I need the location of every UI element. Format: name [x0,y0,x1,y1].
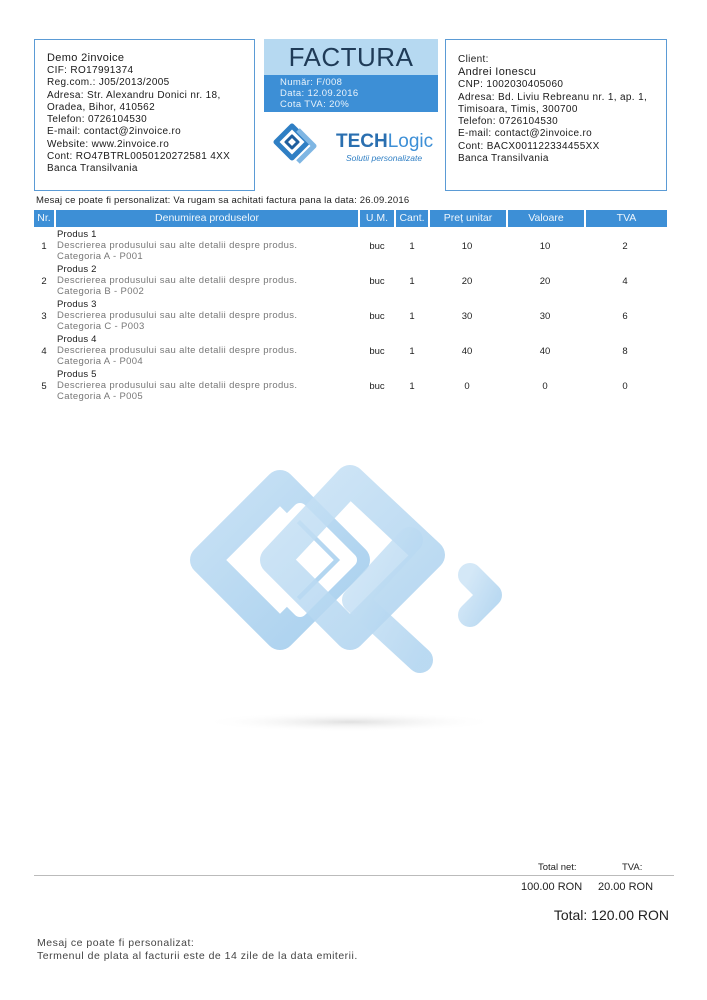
row-nr: 4 [41,346,47,357]
total-net-value: 100.00 RON [521,881,583,893]
logo-tagline: Solutii personalizate [346,153,423,163]
company-logo [270,120,440,170]
row-value: 30 [539,311,551,322]
row-value: 10 [539,241,551,252]
client-cnp: CNP: 1002030405060 [458,79,564,91]
product-name: Produs 2 [57,264,97,275]
row-um: buc [369,346,385,357]
product-category: Categoria A - P005 [57,391,144,402]
row-um: buc [369,241,385,252]
row-qty: 1 [409,346,415,357]
row-unit-price: 30 [461,311,473,322]
row-qty: 1 [409,276,415,287]
row-unit-price: 10 [461,241,473,252]
header-value: Valoare [508,210,584,227]
seller-bank: Banca Transilvania [47,163,138,175]
client-info-box [445,39,667,191]
total-net-label: Total net: [538,862,577,873]
total-vat-label: TVA: [622,862,643,873]
seller-cif: CIF: RO17991374 [47,65,134,76]
product-description: Descrierea produsului sau alte detalii despre produs. [57,380,298,391]
header-um: U.M. [360,210,394,227]
watermark-logo-icon [180,440,520,740]
row-nr: 3 [41,311,47,322]
seller-email: E-mail: contact@2invoice.ro [47,126,182,138]
seller-website: Website: www.2invoice.ro [47,138,170,150]
invoice-title: FACTURA [264,39,438,75]
table-row [34,264,667,299]
seller-phone: Telefon: 0726104530 [47,114,148,126]
row-vat: 4 [622,276,628,287]
header-nr: Nr. [34,210,54,227]
product-name: Produs 4 [57,334,97,345]
techlogic-logo-icon [270,120,440,170]
logo-brand-light: Logic [387,131,434,152]
row-nr: 1 [41,241,47,252]
row-unit-price: 0 [464,381,470,392]
product-description: Descrierea produsului sau alte detalii despre produs. [57,275,298,286]
row-unit-price: 20 [461,276,473,287]
seller-company-name: Demo 2invoice [47,52,125,64]
logo-watermark [180,440,520,740]
row-vat: 2 [622,241,628,252]
row-vat: 0 [622,381,628,392]
table-header [34,210,667,227]
product-name: Produs 3 [57,299,97,310]
product-description: Descrierea produsului sau alte detalii despre produs. [57,310,298,321]
client-city: Timisoara, Timis, 300700 [458,103,578,115]
row-nr: 5 [41,381,47,392]
row-qty: 1 [409,241,415,252]
product-category: Categoria C - P003 [57,321,145,332]
product-category: Categoria B - P002 [57,286,145,297]
row-value: 40 [539,346,551,357]
client-phone: Telefon: 0726104530 [458,116,559,128]
row-vat: 8 [622,346,628,357]
header-vat: TVA [586,210,667,227]
client-name: Andrei Ionescu [458,66,537,79]
seller-reg-com: Reg.com.: J05/2013/2005 [47,77,170,89]
client-account: Cont: BACX001122334455XX [458,140,600,152]
row-product [57,369,297,402]
row-qty: 1 [409,311,415,322]
row-vat: 6 [622,311,628,322]
row-um: buc [369,381,385,392]
totals-divider [34,875,674,876]
row-um: buc [369,276,385,287]
invoice-vat-rate: Cota TVA: 20% [280,99,350,110]
row-qty: 1 [409,381,415,392]
header-name: Denumirea produselor [56,210,358,227]
row-product [57,334,297,367]
footer-line-1: Mesaj ce poate fi personalizat: [37,937,195,949]
total-vat-value: 20.00 RON [598,881,654,893]
footer-line-2: Termenul de plata al facturii este de 14 zile de la data emiterii. [37,950,358,962]
table-row [34,369,667,404]
invoice-number: Număr: F/008 [280,77,343,88]
client-label: Client: [458,54,489,65]
svg-text:TECHLogic [336,131,433,152]
row-nr: 2 [41,276,47,287]
invoice-meta [264,75,438,112]
seller-info-box [34,39,255,191]
client-address: Adresa: Bd. Liviu Rebreanu nr. 1, ap. 1, [458,91,648,103]
custom-message: Mesaj ce poate fi personalizat: Va rugam sa achitati factura pana la data: 26.09.2016 [36,195,410,206]
header-qty: Cant. [396,210,428,227]
product-description: Descrierea produsului sau alte detalii despre produs. [57,240,298,251]
seller-account: Cont: RO47BTRL0050120272581 4XX [47,151,231,163]
row-value: 0 [542,381,548,392]
product-name: Produs 5 [57,369,97,380]
row-um: buc [369,311,385,322]
row-product [57,264,297,297]
client-bank: Banca Transilvania [458,153,549,165]
table-row [34,299,667,334]
table-row [34,334,667,369]
product-description: Descrierea produsului sau alte detalii despre produs. [57,345,298,356]
product-name: Produs 1 [57,229,97,240]
client-email: E-mail: contact@2invoice.ro [458,128,593,140]
grand-total: Total: 120.00 RON [553,907,669,923]
row-value: 20 [539,276,551,287]
row-product [57,299,297,332]
table-row [34,229,667,264]
logo-brand-bold: TECH [336,131,388,152]
invoice-date: Data: 12.09.2016 [280,88,359,99]
row-product [57,229,297,262]
header-unit-price: Preț unitar [430,210,506,227]
product-category: Categoria A - P004 [57,356,144,367]
seller-city: Oradea, Bihor, 410562 [47,101,155,113]
footer-message [37,937,358,963]
row-unit-price: 40 [461,346,473,357]
seller-address: Adresa: Str. Alexandru Donici nr. 18, [47,89,221,101]
product-category: Categoria A - P001 [57,251,144,262]
